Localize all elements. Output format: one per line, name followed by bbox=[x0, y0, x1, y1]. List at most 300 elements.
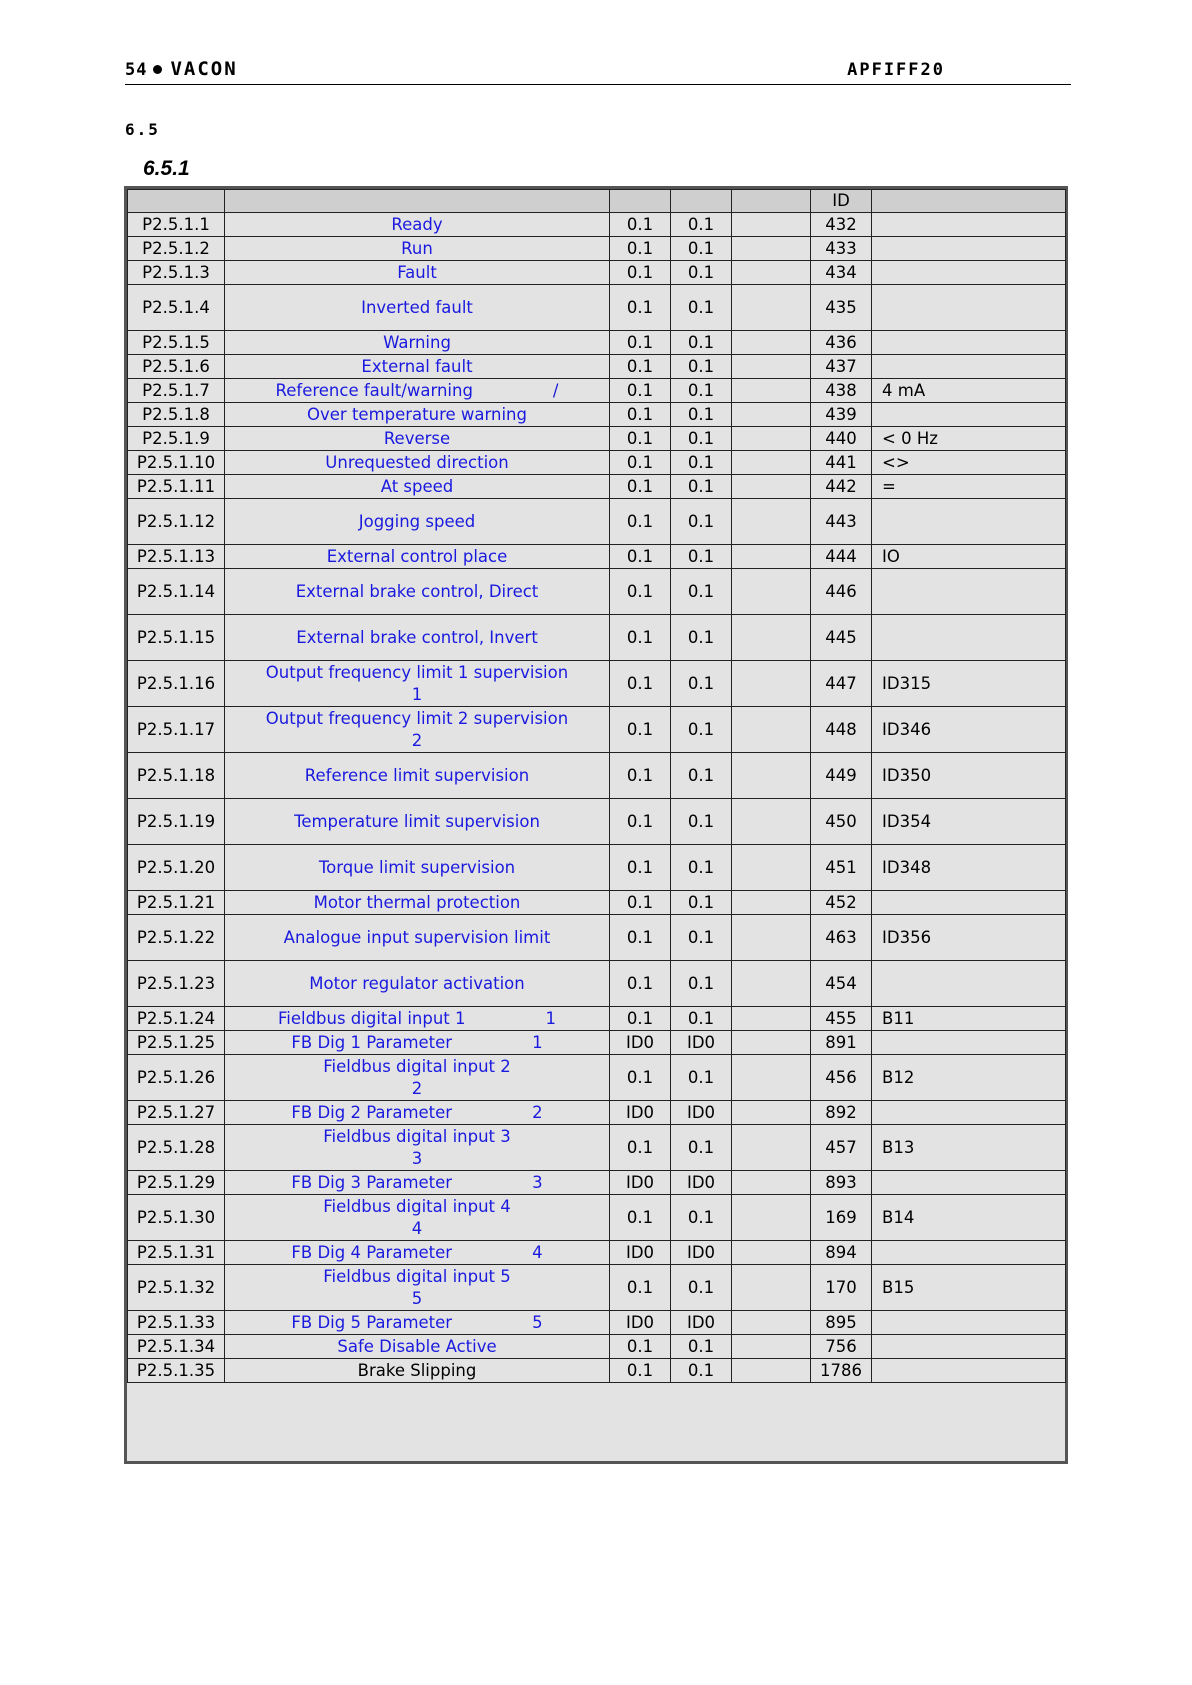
param-code: P2.5.1.14 bbox=[128, 569, 225, 615]
param-max: 0.1 bbox=[671, 355, 732, 379]
param-max: ID0 bbox=[671, 1031, 732, 1055]
table-row bbox=[128, 237, 1066, 261]
param-code: P2.5.1.17 bbox=[128, 707, 225, 753]
param-unit bbox=[732, 451, 811, 475]
param-max: 0.1 bbox=[671, 475, 732, 499]
param-code: P2.5.1.19 bbox=[128, 799, 225, 845]
table-row bbox=[128, 331, 1066, 355]
table-row bbox=[128, 1171, 1066, 1195]
param-min: 0.1 bbox=[610, 451, 671, 475]
param-code: P2.5.1.18 bbox=[128, 753, 225, 799]
param-max: 0.1 bbox=[671, 403, 732, 427]
param-unit bbox=[732, 403, 811, 427]
param-min: 0.1 bbox=[610, 1007, 671, 1031]
param-note bbox=[872, 1171, 1066, 1195]
param-max: 0.1 bbox=[671, 799, 732, 845]
page-number-group bbox=[125, 58, 238, 80]
param-unit bbox=[732, 237, 811, 261]
param-unit bbox=[732, 615, 811, 661]
param-max: 0.1 bbox=[671, 1007, 732, 1031]
param-id: 435 bbox=[811, 285, 872, 331]
param-note bbox=[872, 1031, 1066, 1055]
param-note: ID356 bbox=[872, 915, 1066, 961]
param-unit bbox=[732, 1265, 811, 1311]
param-name: External brake control, Invert bbox=[296, 627, 538, 647]
param-note bbox=[872, 961, 1066, 1007]
param-note bbox=[872, 1335, 1066, 1359]
param-min: 0.1 bbox=[610, 237, 671, 261]
param-unit bbox=[732, 1007, 811, 1031]
table-row bbox=[128, 499, 1066, 545]
table-header-row bbox=[128, 190, 1066, 213]
param-name-cell bbox=[225, 1101, 610, 1125]
param-id: 452 bbox=[811, 891, 872, 915]
param-code: P2.5.1.5 bbox=[128, 331, 225, 355]
param-unit bbox=[732, 331, 811, 355]
param-max: 0.1 bbox=[671, 427, 732, 451]
param-code: P2.5.1.32 bbox=[128, 1265, 225, 1311]
param-id: 169 bbox=[811, 1195, 872, 1241]
param-name-suffix: 4 bbox=[532, 1242, 543, 1262]
param-id: 891 bbox=[811, 1031, 872, 1055]
param-unit bbox=[732, 915, 811, 961]
param-max: 0.1 bbox=[671, 1055, 732, 1101]
param-max: 0.1 bbox=[671, 569, 732, 615]
param-name-suffix: 2 bbox=[411, 730, 423, 750]
param-max: 0.1 bbox=[671, 451, 732, 475]
param-code: P2.5.1.13 bbox=[128, 545, 225, 569]
param-note: ID350 bbox=[872, 753, 1066, 799]
param-code: P2.5.1.28 bbox=[128, 1125, 225, 1171]
table-row bbox=[128, 261, 1066, 285]
param-code: P2.5.1.6 bbox=[128, 355, 225, 379]
param-max: ID0 bbox=[671, 1171, 732, 1195]
param-unit bbox=[732, 1241, 811, 1265]
param-max: 0.1 bbox=[671, 499, 732, 545]
param-code: P2.5.1.27 bbox=[128, 1101, 225, 1125]
param-note: ID315 bbox=[872, 661, 1066, 707]
table-row bbox=[128, 1125, 1066, 1171]
param-name: Fieldbus digital input 4 bbox=[323, 1196, 511, 1216]
param-name: Output frequency limit 1 supervision bbox=[265, 662, 569, 682]
section-number: 6.5 bbox=[125, 120, 160, 139]
param-unit bbox=[732, 961, 811, 1007]
param-code: P2.5.1.10 bbox=[128, 451, 225, 475]
param-id: 895 bbox=[811, 1311, 872, 1335]
param-note: ID354 bbox=[872, 799, 1066, 845]
param-id: 446 bbox=[811, 569, 872, 615]
param-code: P2.5.1.2 bbox=[128, 237, 225, 261]
param-name-cell bbox=[225, 1359, 610, 1383]
table-row bbox=[128, 961, 1066, 1007]
param-name-cell bbox=[225, 1311, 610, 1335]
param-unit bbox=[732, 499, 811, 545]
param-max: 0.1 bbox=[671, 961, 732, 1007]
param-note: = bbox=[872, 475, 1066, 499]
header-code-cell bbox=[128, 190, 225, 213]
param-code: P2.5.1.11 bbox=[128, 475, 225, 499]
param-name-suffix: 4 bbox=[411, 1218, 423, 1238]
param-max: 0.1 bbox=[671, 379, 732, 403]
param-code: P2.5.1.8 bbox=[128, 403, 225, 427]
param-min: 0.1 bbox=[610, 891, 671, 915]
table-row bbox=[128, 1195, 1066, 1241]
param-name: Warning bbox=[383, 332, 451, 352]
param-id: 436 bbox=[811, 331, 872, 355]
param-name-cell bbox=[225, 379, 610, 403]
param-name-cell bbox=[225, 891, 610, 915]
param-max: 0.1 bbox=[671, 891, 732, 915]
parameter-table bbox=[127, 189, 1066, 1383]
param-id: 447 bbox=[811, 661, 872, 707]
param-code: P2.5.1.7 bbox=[128, 379, 225, 403]
param-note bbox=[872, 237, 1066, 261]
param-name: Fieldbus digital input 1 bbox=[277, 1008, 466, 1028]
param-min: 0.1 bbox=[610, 213, 671, 237]
param-name-suffix: / bbox=[552, 380, 559, 400]
param-max: 0.1 bbox=[671, 915, 732, 961]
param-note: ID346 bbox=[872, 707, 1066, 753]
param-unit bbox=[732, 661, 811, 707]
table-row bbox=[128, 475, 1066, 499]
param-note bbox=[872, 1241, 1066, 1265]
param-name: Fault bbox=[397, 262, 437, 282]
param-id: 1786 bbox=[811, 1359, 872, 1383]
param-name-cell bbox=[225, 1007, 610, 1031]
param-note bbox=[872, 355, 1066, 379]
param-id: 170 bbox=[811, 1265, 872, 1311]
table-row bbox=[128, 615, 1066, 661]
param-name: Unrequested direction bbox=[325, 452, 509, 472]
param-name-cell bbox=[225, 615, 610, 661]
param-name: Torque limit supervision bbox=[318, 857, 516, 877]
param-note bbox=[872, 403, 1066, 427]
param-id: 432 bbox=[811, 213, 872, 237]
param-unit bbox=[732, 1125, 811, 1171]
param-note: ID348 bbox=[872, 845, 1066, 891]
param-code: P2.5.1.25 bbox=[128, 1031, 225, 1055]
param-min: 0.1 bbox=[610, 799, 671, 845]
param-id: 448 bbox=[811, 707, 872, 753]
param-name-cell bbox=[225, 355, 610, 379]
param-id: 443 bbox=[811, 499, 872, 545]
param-code: P2.5.1.1 bbox=[128, 213, 225, 237]
param-name: Ready bbox=[391, 214, 443, 234]
param-note bbox=[872, 891, 1066, 915]
param-name: Reference limit supervision bbox=[304, 765, 530, 785]
param-max: 0.1 bbox=[671, 213, 732, 237]
param-name-cell bbox=[225, 1265, 610, 1311]
param-id: 441 bbox=[811, 451, 872, 475]
param-unit bbox=[732, 285, 811, 331]
param-code: P2.5.1.4 bbox=[128, 285, 225, 331]
param-max: 0.1 bbox=[671, 707, 732, 753]
bullet-icon bbox=[153, 65, 162, 74]
param-id: 445 bbox=[811, 615, 872, 661]
table-row bbox=[128, 845, 1066, 891]
param-min: 0.1 bbox=[610, 915, 671, 961]
param-name: Safe Disable Active bbox=[337, 1336, 497, 1356]
param-id: 438 bbox=[811, 379, 872, 403]
param-id: 451 bbox=[811, 845, 872, 891]
param-name: FB Dig 1 Parameter bbox=[291, 1032, 453, 1052]
table-row bbox=[128, 1101, 1066, 1125]
param-code: P2.5.1.30 bbox=[128, 1195, 225, 1241]
param-name-cell bbox=[225, 475, 610, 499]
table-row bbox=[128, 285, 1066, 331]
param-min: ID0 bbox=[610, 1101, 671, 1125]
param-name-suffix: 5 bbox=[532, 1312, 543, 1332]
param-max: ID0 bbox=[671, 1101, 732, 1125]
param-note bbox=[872, 285, 1066, 331]
table-row bbox=[128, 1007, 1066, 1031]
table-row bbox=[128, 427, 1066, 451]
param-max: 0.1 bbox=[671, 1335, 732, 1359]
subsection-number: 6.5.1 bbox=[143, 157, 190, 180]
param-unit bbox=[732, 261, 811, 285]
param-name-suffix: 2 bbox=[411, 1078, 423, 1098]
param-note bbox=[872, 261, 1066, 285]
param-unit bbox=[732, 1101, 811, 1125]
table-row bbox=[128, 753, 1066, 799]
param-name-cell bbox=[225, 403, 610, 427]
param-name: External control place bbox=[326, 546, 508, 566]
param-name-suffix: 1 bbox=[545, 1008, 557, 1028]
param-id: 449 bbox=[811, 753, 872, 799]
table-row bbox=[128, 891, 1066, 915]
param-code: P2.5.1.20 bbox=[128, 845, 225, 891]
param-id: 442 bbox=[811, 475, 872, 499]
param-min: 0.1 bbox=[610, 1335, 671, 1359]
param-id: 433 bbox=[811, 237, 872, 261]
param-name: Reverse bbox=[383, 428, 451, 448]
param-name-cell bbox=[225, 1125, 610, 1171]
param-name-cell bbox=[225, 845, 610, 891]
param-unit bbox=[732, 1055, 811, 1101]
param-note bbox=[872, 499, 1066, 545]
param-min: 0.1 bbox=[610, 331, 671, 355]
param-name-cell bbox=[225, 799, 610, 845]
table-row bbox=[128, 1335, 1066, 1359]
param-name: Over temperature warning bbox=[307, 404, 527, 424]
header-note-cell bbox=[872, 190, 1066, 213]
param-name-cell bbox=[225, 1171, 610, 1195]
param-min: 0.1 bbox=[610, 1055, 671, 1101]
param-name-cell bbox=[225, 451, 610, 475]
param-max: ID0 bbox=[671, 1241, 732, 1265]
param-unit bbox=[732, 1359, 811, 1383]
param-name: Fieldbus digital input 5 bbox=[323, 1266, 511, 1286]
param-name: At speed bbox=[380, 476, 454, 496]
header-name-cell bbox=[225, 190, 610, 213]
param-min: 0.1 bbox=[610, 355, 671, 379]
param-note bbox=[872, 1311, 1066, 1335]
param-id: 437 bbox=[811, 355, 872, 379]
param-id: 434 bbox=[811, 261, 872, 285]
param-max: 0.1 bbox=[671, 615, 732, 661]
param-name: FB Dig 4 Parameter bbox=[291, 1242, 453, 1262]
param-note: B11 bbox=[872, 1007, 1066, 1031]
param-name-cell bbox=[225, 1335, 610, 1359]
param-unit bbox=[732, 545, 811, 569]
param-note bbox=[872, 569, 1066, 615]
param-name: External fault bbox=[361, 356, 473, 376]
table-row bbox=[128, 1241, 1066, 1265]
param-min: 0.1 bbox=[610, 475, 671, 499]
param-name-suffix: 1 bbox=[532, 1032, 543, 1052]
param-unit bbox=[732, 1311, 811, 1335]
table-row bbox=[128, 403, 1066, 427]
param-unit bbox=[732, 1335, 811, 1359]
param-name-suffix: 3 bbox=[411, 1148, 423, 1168]
document-code: APFIFF20 bbox=[847, 60, 945, 80]
param-code: P2.5.1.21 bbox=[128, 891, 225, 915]
param-unit bbox=[732, 379, 811, 403]
param-unit bbox=[732, 427, 811, 451]
param-name: FB Dig 3 Parameter bbox=[291, 1172, 453, 1192]
param-max: 0.1 bbox=[671, 285, 732, 331]
param-note: <> bbox=[872, 451, 1066, 475]
param-unit bbox=[732, 355, 811, 379]
param-unit bbox=[732, 1195, 811, 1241]
param-unit bbox=[732, 569, 811, 615]
param-code: P2.5.1.34 bbox=[128, 1335, 225, 1359]
param-note: 4 mA bbox=[872, 379, 1066, 403]
param-name: Run bbox=[401, 238, 433, 258]
param-id: 439 bbox=[811, 403, 872, 427]
param-min: 0.1 bbox=[610, 427, 671, 451]
param-min: ID0 bbox=[610, 1171, 671, 1195]
param-unit bbox=[732, 799, 811, 845]
param-min: 0.1 bbox=[610, 961, 671, 1007]
table-row bbox=[128, 661, 1066, 707]
param-name-cell bbox=[225, 753, 610, 799]
param-name-cell bbox=[225, 545, 610, 569]
param-id: 893 bbox=[811, 1171, 872, 1195]
param-min: 0.1 bbox=[610, 1359, 671, 1383]
param-max: 0.1 bbox=[671, 1265, 732, 1311]
param-max: 0.1 bbox=[671, 753, 732, 799]
param-unit bbox=[732, 213, 811, 237]
param-code: P2.5.1.33 bbox=[128, 1311, 225, 1335]
param-name-cell bbox=[225, 1241, 610, 1265]
table-row bbox=[128, 213, 1066, 237]
param-note: B13 bbox=[872, 1125, 1066, 1171]
param-min: 0.1 bbox=[610, 499, 671, 545]
param-name-cell bbox=[225, 915, 610, 961]
table-row bbox=[128, 1359, 1066, 1383]
param-note bbox=[872, 331, 1066, 355]
param-name-cell bbox=[225, 707, 610, 753]
header-min-cell bbox=[610, 190, 671, 213]
param-note: B14 bbox=[872, 1195, 1066, 1241]
param-note: < 0 Hz bbox=[872, 427, 1066, 451]
param-unit bbox=[732, 1031, 811, 1055]
table-row bbox=[128, 569, 1066, 615]
param-code: P2.5.1.3 bbox=[128, 261, 225, 285]
param-id: 456 bbox=[811, 1055, 872, 1101]
table-row bbox=[128, 799, 1066, 845]
param-min: 0.1 bbox=[610, 285, 671, 331]
param-name: Temperature limit supervision bbox=[294, 811, 540, 831]
table-row bbox=[128, 707, 1066, 753]
param-unit bbox=[732, 753, 811, 799]
param-name-suffix: 3 bbox=[532, 1172, 543, 1192]
param-code: P2.5.1.35 bbox=[128, 1359, 225, 1383]
header-id-cell: ID bbox=[811, 190, 872, 213]
param-code: P2.5.1.12 bbox=[128, 499, 225, 545]
param-min: 0.1 bbox=[610, 379, 671, 403]
param-min: ID0 bbox=[610, 1311, 671, 1335]
param-code: P2.5.1.29 bbox=[128, 1171, 225, 1195]
param-name: Output frequency limit 2 supervision bbox=[265, 708, 569, 728]
param-max: 0.1 bbox=[671, 261, 732, 285]
page-number: 54 bbox=[125, 60, 148, 80]
param-note bbox=[872, 213, 1066, 237]
param-name-cell bbox=[225, 285, 610, 331]
param-code: P2.5.1.22 bbox=[128, 915, 225, 961]
param-id: 455 bbox=[811, 1007, 872, 1031]
param-name-cell bbox=[225, 261, 610, 285]
param-name: Brake Slipping bbox=[357, 1360, 477, 1380]
param-name-suffix: 1 bbox=[411, 684, 423, 704]
param-min: 0.1 bbox=[610, 261, 671, 285]
param-min: 0.1 bbox=[610, 615, 671, 661]
param-code: P2.5.1.16 bbox=[128, 661, 225, 707]
param-min: ID0 bbox=[610, 1241, 671, 1265]
param-code: P2.5.1.31 bbox=[128, 1241, 225, 1265]
param-max: 0.1 bbox=[671, 845, 732, 891]
table-row bbox=[128, 451, 1066, 475]
param-id: 454 bbox=[811, 961, 872, 1007]
param-unit bbox=[732, 707, 811, 753]
param-code: P2.5.1.9 bbox=[128, 427, 225, 451]
param-min: 0.1 bbox=[610, 1265, 671, 1311]
param-code: P2.5.1.15 bbox=[128, 615, 225, 661]
param-max: 0.1 bbox=[671, 545, 732, 569]
param-id: 463 bbox=[811, 915, 872, 961]
param-name: FB Dig 5 Parameter bbox=[291, 1312, 453, 1332]
param-code: P2.5.1.24 bbox=[128, 1007, 225, 1031]
param-name: Fieldbus digital input 3 bbox=[323, 1126, 511, 1146]
param-unit bbox=[732, 475, 811, 499]
param-name: Jogging speed bbox=[358, 511, 476, 531]
brand-name: VACON bbox=[170, 58, 238, 80]
param-id: 894 bbox=[811, 1241, 872, 1265]
param-min: 0.1 bbox=[610, 403, 671, 427]
param-id: 440 bbox=[811, 427, 872, 451]
table-row bbox=[128, 1055, 1066, 1101]
param-name-cell bbox=[225, 1055, 610, 1101]
param-name: Inverted fault bbox=[361, 297, 473, 317]
param-name-cell bbox=[225, 1031, 610, 1055]
param-name-cell bbox=[225, 331, 610, 355]
param-name-suffix: 5 bbox=[411, 1288, 423, 1308]
param-min: 0.1 bbox=[610, 661, 671, 707]
param-name-cell bbox=[225, 661, 610, 707]
param-min: 0.1 bbox=[610, 1125, 671, 1171]
param-min: 0.1 bbox=[610, 707, 671, 753]
param-note: IO bbox=[872, 545, 1066, 569]
table-row bbox=[128, 379, 1066, 403]
param-code: P2.5.1.23 bbox=[128, 961, 225, 1007]
param-name-cell bbox=[225, 499, 610, 545]
param-name-cell bbox=[225, 237, 610, 261]
table-row bbox=[128, 545, 1066, 569]
header-unit-cell bbox=[732, 190, 811, 213]
table-row bbox=[128, 1311, 1066, 1335]
param-unit bbox=[732, 1171, 811, 1195]
